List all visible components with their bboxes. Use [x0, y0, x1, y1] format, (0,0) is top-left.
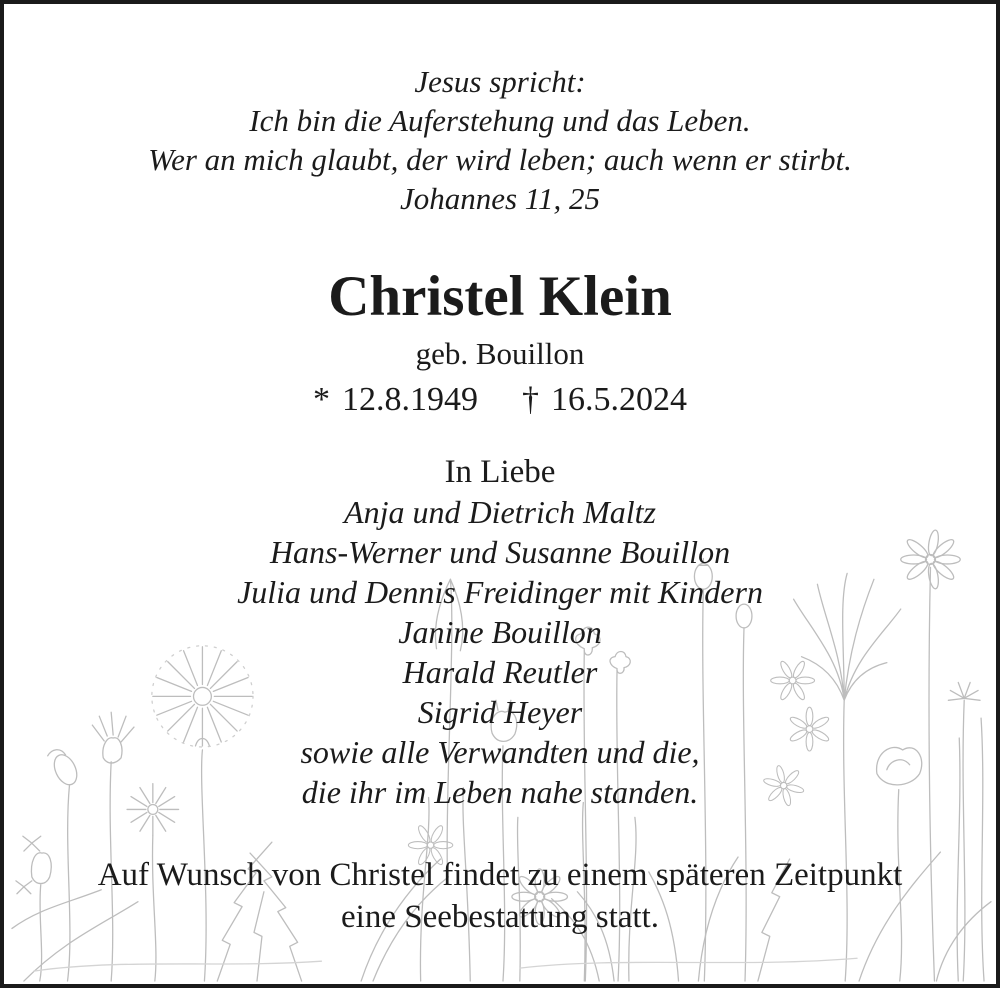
bible-verse [4, 62, 996, 218]
death-date-value: 16.5.2024 [551, 381, 687, 418]
death-date [522, 380, 687, 420]
mourner-name-4: Janine Bouillon [398, 614, 602, 650]
mourner-name-5: Harald Reutler [402, 654, 598, 690]
verse-line-1: Jesus spricht: [414, 64, 586, 99]
mourner-name-6: Sigrid Heyer [417, 694, 583, 730]
mourners-list [4, 492, 996, 812]
verse-line-2: Ich bin die Auferstehung und das Leben. [249, 103, 751, 138]
death-cross-symbol: † [522, 381, 539, 418]
announcement-line-2: eine Seebestattung statt. [341, 899, 659, 935]
deceased-name: Christel Klein [328, 265, 672, 328]
maiden-name: geb. Bouillon [415, 336, 585, 371]
mourners-intro: In Liebe [444, 454, 556, 490]
birth-date [313, 380, 478, 420]
mourner-name-3: Julia und Dennis Freidinger mit Kindern [237, 574, 763, 610]
mourners-closing-line-2: die ihr im Leben nahe standen. [301, 774, 699, 810]
mourner-name-2: Hans-Werner und Susanne Bouillon [269, 534, 731, 570]
notice-content [4, 62, 996, 938]
announcement-line-1: Auf Wunsch von Christel findet zu einem späteren Zeitpunkt [97, 857, 903, 893]
birth-date-value: 12.8.1949 [342, 381, 478, 418]
mourner-name-1: Anja und Dietrich Maltz [344, 494, 656, 530]
verse-citation: Johannes 11, 25 [399, 181, 601, 216]
burial-announcement [4, 854, 996, 938]
birth-star-symbol: * [313, 381, 330, 418]
mourners-closing-line-1: sowie alle Verwandten und die, [300, 734, 700, 770]
verse-line-3: Wer an mich glaubt, der wird leben; auch wenn er stirbt. [148, 142, 852, 177]
life-dates [4, 380, 996, 420]
